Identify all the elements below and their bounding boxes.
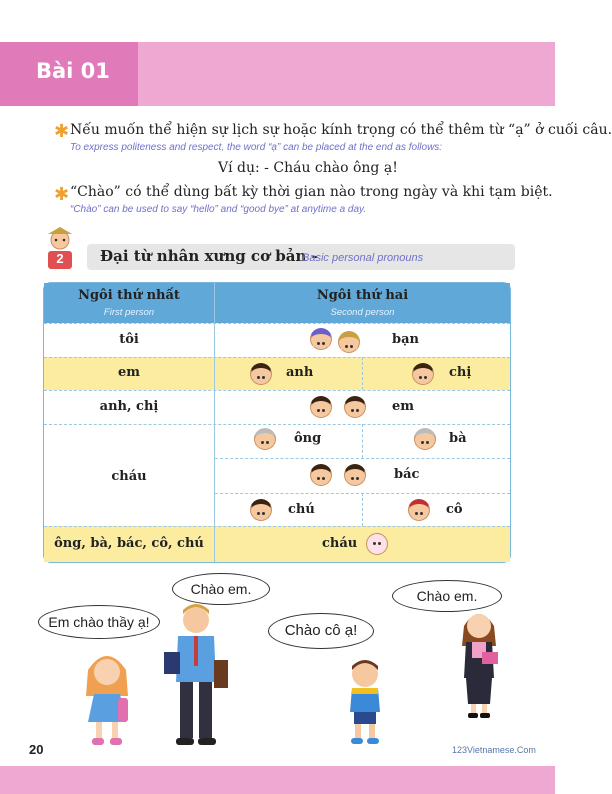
note-example: Ví dụ: - Cháu chào ông ạ! [218,160,398,176]
cell-toi: tôi [119,332,139,347]
woman-glasses-face-icon [412,363,434,385]
cell-chu: chú [288,502,315,517]
boy-illustration-icon [340,654,390,746]
speech-bubble-girl: Em chào thầy ạ! [38,605,160,639]
baby-face-icon [366,533,388,555]
note-2-en: “Chào” can be used to say “hello” and “good bye” at anytime a day. [70,204,367,215]
woman-teacher-illustration-icon [450,606,508,720]
cell-co: cô [446,502,463,517]
brand-logo: 123Vietnamese.Com [452,745,536,755]
star-icon: ✱ [54,184,70,205]
girl-illustration-icon [78,648,136,748]
section-number: 2 [56,251,64,266]
lesson-title: Bài 01 [36,59,110,83]
header-first-title: Ngôi thứ nhất [78,288,180,303]
speech-bubble-woman: Chào em. [392,580,502,612]
page-number: 20 [29,742,44,757]
speech-bubble-teacher: Chào em. [172,573,270,605]
star-icon: ✱ [54,121,70,142]
cell-ba: bà [449,431,467,446]
cell-ong: ông [294,431,322,446]
footer-bar [0,766,555,794]
man-face-icon [250,499,272,521]
cell-anh: anh [286,365,314,380]
cell-em-2: em [392,399,415,414]
cell-chi: chị [449,365,472,380]
note-1-vi: Nếu muốn thể hiện sự lịch sự hoặc kính trọng có thể thêm từ “ạ” ở cuối câu. [70,122,612,138]
pronoun-table [43,282,511,563]
note-2-vi: “Chào” có thể dùng bất kỳ thời gian nào trong ngày và khi tạm biệt. [70,184,553,200]
section-title: Đại từ nhân xưng cơ bản - [100,247,318,265]
woman-hat-face-icon [408,499,430,521]
header-first-sub: First person [103,307,155,318]
cell-elders: ông, bà, bác, cô, chú [54,536,204,551]
grandpa-face-icon [254,428,276,450]
cell-bac: bác [394,467,420,482]
cell-ban: bạn [392,332,419,347]
header-second-title: Ngôi thứ hai [316,288,409,303]
header-second-sub: Second person [330,307,395,318]
cell-anh-chi: anh, chị [99,399,159,414]
girl-face-icon [344,396,366,418]
boy-face-icon [310,396,332,418]
woman-face-icon [344,464,366,486]
note-1-en: To express politeness and respect, the word “ạ” can be placed at the end as follows: [70,142,443,153]
boy-face-icon [310,328,332,350]
cell-chau-2: cháu [322,536,358,551]
man-glasses-face-icon [250,363,272,385]
lesson-tab [0,42,138,106]
teacher-illustration-icon [160,600,232,748]
section-subtitle: Basic personal pronouns [302,252,424,264]
cell-chau: cháu [111,469,147,484]
man-face-icon [310,464,332,486]
speech-bubble-boy: Chào cô ạ! [268,613,374,649]
grandma-face-icon [414,428,436,450]
cell-em: em [117,365,141,380]
conical-hat-face-icon [338,331,360,353]
